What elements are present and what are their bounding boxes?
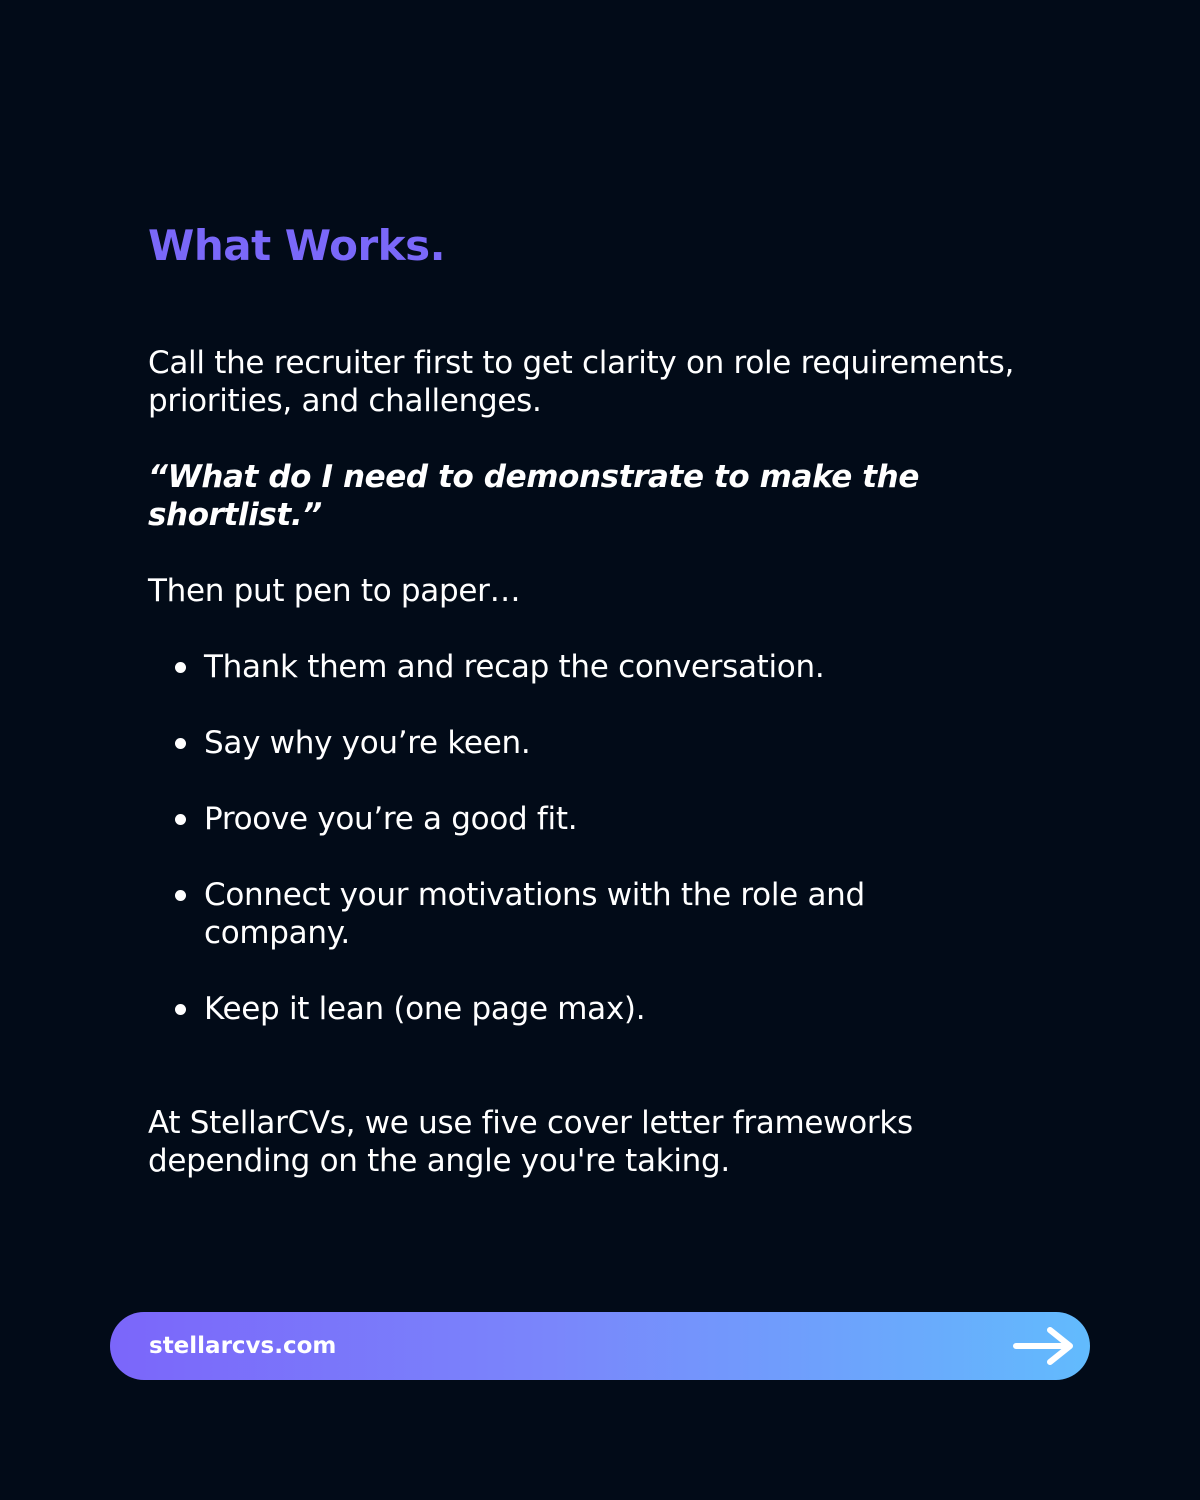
list-item-text: Proove you’re a good fit. — [204, 801, 578, 837]
bullet-icon — [175, 814, 186, 825]
list-item-text: Keep it lean (one page max). — [204, 991, 646, 1027]
list-item — [148, 800, 1048, 838]
list-item — [148, 648, 1048, 686]
page-title: What Works. — [148, 221, 446, 270]
list-item — [148, 724, 1048, 762]
website-link-label: stellarcvs.com — [149, 1333, 337, 1359]
list-item — [148, 876, 1048, 952]
quote-text: “What do I need to demonstrate to make the shortlist.” — [148, 459, 919, 533]
intro-paragraph: Call the recruiter first to get clarity on role requirements, priorities, and challenges. — [148, 345, 1015, 419]
bullet-icon — [175, 738, 186, 749]
transition-line: Then put pen to paper… — [148, 573, 521, 609]
list-item — [148, 990, 1048, 1028]
list-item-text: Connect your motivations with the role and company. — [204, 877, 865, 951]
arrow-right-icon — [1010, 1323, 1078, 1369]
list-item-text: Say why you’re keen. — [204, 725, 531, 761]
list-item-text: Thank them and recap the conversation. — [204, 649, 825, 685]
bullet-icon — [175, 1004, 186, 1015]
tips-list — [148, 648, 1048, 1066]
bullet-icon — [175, 662, 186, 673]
closing-paragraph: At StellarCVs, we use five cover letter frameworks depending on the angle you're taking. — [148, 1105, 913, 1179]
bullet-icon — [175, 890, 186, 901]
website-link-button[interactable] — [110, 1312, 1090, 1380]
